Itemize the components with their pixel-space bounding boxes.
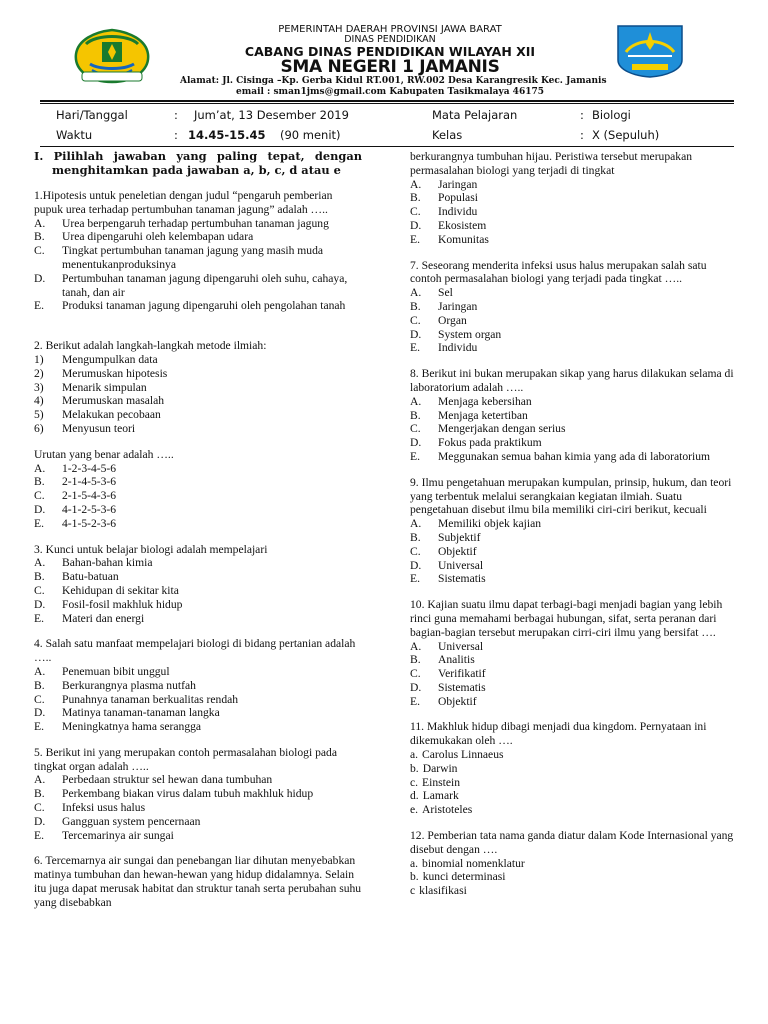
option-key: A. [34, 216, 46, 230]
right-column [410, 150, 736, 898]
answer-option[interactable] [410, 300, 736, 314]
answer-option[interactable] [34, 230, 362, 244]
answer-option[interactable] [34, 353, 362, 367]
answer-option[interactable] [410, 776, 736, 790]
option-key: C. [34, 244, 45, 258]
tasikmalaya-regency-logo [614, 22, 686, 78]
answer-option[interactable] [34, 299, 362, 313]
option-key: E. [34, 611, 44, 625]
answer-option[interactable] [410, 667, 736, 681]
answer-option[interactable] [34, 570, 362, 584]
option-key: A. [410, 394, 422, 408]
time-duration: (90 menit) [280, 128, 341, 142]
option-key: D. [410, 327, 422, 341]
option-key: A. [410, 286, 422, 300]
answer-option[interactable] [410, 884, 736, 898]
option-key: A. [410, 517, 422, 531]
option-text: Menjaga ketertiban [438, 408, 528, 422]
option-key: E. [34, 516, 44, 530]
option-key: D. [34, 597, 46, 611]
answer-option[interactable] [34, 517, 362, 531]
option-key: D. [34, 271, 46, 285]
option-key: 2) [34, 366, 44, 380]
answer-option[interactable] [34, 787, 362, 801]
option-key: B. [34, 787, 45, 801]
answer-option[interactable] [34, 489, 362, 503]
option-key: C. [410, 544, 421, 558]
option-key: D. [410, 680, 422, 694]
option-key: A. [34, 664, 46, 678]
answer-option[interactable] [34, 706, 362, 720]
answer-option[interactable] [410, 653, 736, 667]
option-key: E. [410, 694, 420, 708]
answer-option[interactable] [410, 205, 736, 219]
option-text: Bahan-bahan kimia [62, 556, 153, 570]
answer-option[interactable] [34, 598, 362, 612]
option-key: D. [410, 558, 422, 572]
option-text: Sel [438, 286, 453, 300]
answer-option[interactable] [410, 314, 736, 328]
question-6-continuation: berkurangnya tumbuhan hijau. Peristiwa tersebut merupakan permasalahan biologi yang terjadi di tingkat [410, 150, 693, 177]
question-stem: 9. Ilmu pengetahuan merupakan kumpulan, prinsip, hukum, dan teori yang terbentuk melalui serangkaian kegiatan ilmiah. Suatu pengetahuan disebut ilmu bila memiliki ciri-ciri berikut, kecuali [410, 475, 732, 517]
option-key: a. [410, 856, 419, 870]
option-text: Individu [438, 341, 478, 355]
option-key: E. [410, 449, 420, 463]
option-key: c [410, 884, 416, 898]
answer-option[interactable] [34, 801, 362, 815]
answer-option[interactable] [410, 436, 736, 450]
answer-option[interactable] [410, 762, 736, 776]
question-block [410, 598, 736, 708]
option-key: c. [410, 775, 419, 789]
question-stem: 4. Salah satu manfaat mempelajari biologi di bidang pertanian adalah ….. [34, 637, 356, 665]
subject-separator: : [580, 108, 584, 122]
answer-option[interactable] [34, 422, 362, 436]
answer-option[interactable] [410, 409, 736, 423]
answer-option[interactable] [410, 545, 736, 559]
question-stem: 10. Kajian suatu ilmu dapat terbagi-bagi menjadi bagian yang lebih rinci guna memahami berbagai hubungan, sifat, serta peranan dari bagian-bagian tersebut merupakan cirri-ciri ilmu yang bersifat …. [410, 598, 723, 639]
option-key: B. [410, 408, 421, 422]
answer-option[interactable] [410, 640, 736, 654]
question-block [34, 854, 362, 909]
answer-option[interactable] [34, 693, 362, 707]
answer-option[interactable] [410, 857, 736, 871]
option-key: E. [34, 299, 44, 313]
question-block [34, 543, 362, 626]
option-key: C. [410, 667, 421, 681]
answer-option[interactable] [410, 219, 736, 233]
answer-option[interactable] [34, 503, 362, 517]
option-key: d. [410, 789, 419, 803]
answer-option[interactable] [410, 191, 736, 205]
option-text: Menyusun teori [62, 421, 136, 435]
option-text: Subjektif [438, 530, 481, 544]
option-text: Perbedaan struktur sel hewan dana tumbuhan [62, 773, 273, 787]
option-text: Sistematis [438, 572, 486, 586]
option-text: Urea berpengaruh terhadap pertumbuhan tanaman jagung [62, 216, 329, 230]
option-text: Mengumpulkan data [62, 352, 158, 366]
option-key: 6) [34, 421, 44, 435]
option-key: B. [34, 475, 45, 489]
option-key: C. [34, 692, 45, 706]
question-stem: 5. Berikut ini yang merupakan contoh permasalahan biologi pada tingkat organ adalah ….. [34, 745, 337, 773]
letterhead [0, 0, 768, 104]
subject-value: Biologi [592, 108, 631, 122]
left-column [34, 150, 362, 910]
option-key: C. [34, 801, 45, 815]
answer-option[interactable] [410, 286, 736, 300]
answer-option[interactable] [410, 341, 736, 355]
option-text: Batu-batuan [62, 570, 119, 584]
option-text: Verifikatif [438, 667, 486, 681]
option-key: D. [34, 502, 46, 516]
time-separator: : [174, 128, 178, 142]
option-text: Melakukan pecobaan [62, 408, 161, 422]
question-block [410, 178, 736, 247]
option-text: 2-1-5-4-3-6 [62, 489, 117, 503]
option-text: Ekosistem [438, 218, 487, 232]
instruction-line-2: menghitamkan pada jawaban a, b, c, d atau e [52, 162, 341, 177]
answer-option[interactable] [34, 829, 362, 843]
option-text: kunci determinasi [422, 870, 506, 884]
option-text: Mengerjakan dengan serius [438, 422, 566, 436]
option-key: E. [410, 232, 420, 246]
day-value: Jum’at, 13 Desember 2019 [194, 108, 349, 122]
answer-option[interactable] [34, 584, 362, 598]
option-key: B. [34, 570, 45, 584]
answer-option[interactable] [410, 450, 736, 464]
class-value: X (Sepuluh) [592, 128, 660, 142]
question-stem: 12. Pemberian tata nama ganda diatur dalam Kode Internasional yang disebut dengan …. [410, 829, 734, 856]
section-instruction [34, 150, 362, 177]
option-text: Produksi tanaman jagung dipengaruhi oleh pengolahan tanah [62, 299, 346, 313]
branch-office-line: CABANG DINAS PENDIDIKAN WILAYAH XII [244, 44, 536, 59]
answer-option[interactable] [34, 815, 362, 829]
option-text: Matinya tanaman-tanaman langka [62, 706, 220, 720]
option-text: Urea dipengaruhi oleh kelembapan udara [62, 230, 254, 244]
question-block [410, 259, 736, 356]
option-key: B. [410, 653, 421, 667]
answer-option[interactable] [410, 395, 736, 409]
answer-option[interactable] [34, 381, 362, 395]
option-key: C. [410, 205, 421, 219]
answer-option[interactable] [410, 328, 736, 342]
option-text: Objektif [438, 694, 477, 708]
day-separator: : [174, 108, 178, 122]
question-stem: 11. Makhluk hidup dibagi menjadi dua kingdom. Pernyataan ini dikemukakan oleh …. [410, 720, 707, 748]
answer-option[interactable] [34, 556, 362, 570]
option-text: Perkembang biakan virus dalam tubuh makhluk hidup [62, 787, 314, 801]
option-key: C. [34, 489, 45, 503]
option-text: Jaringan [438, 299, 478, 313]
option-key: D. [410, 218, 422, 232]
option-key: 3) [34, 380, 44, 394]
answer-option[interactable] [34, 462, 362, 476]
option-key: A. [410, 639, 422, 653]
option-key: C. [410, 422, 421, 436]
answer-option[interactable] [34, 475, 362, 489]
option-text: Analitis [438, 653, 475, 667]
question-block [34, 746, 362, 843]
option-text: Objektif [438, 544, 477, 558]
option-key: A. [34, 773, 46, 787]
school-address: Alamat: Jl. Cisinga –Kp. Gerba Kidul RT.001, RW.002 Desa Karangresik Kec. Jamanis [180, 76, 607, 86]
option-key: e. [410, 803, 419, 817]
option-key: A. [34, 556, 46, 570]
option-text: Tingkat pertumbuhan tanaman jagung yang masih muda menentukanproduksinya [62, 244, 324, 271]
question-block [410, 367, 736, 464]
header-divider-thin [40, 103, 734, 104]
option-text: Materi dan energi [62, 611, 145, 625]
option-text: Pertumbuhan tanaman jagung dipengaruhi oleh suhu, cahaya, tanah, dan air [62, 271, 348, 299]
instruction-line-1: I. Pilihlah jawaban yang paling tepat, dengan [34, 149, 362, 163]
question-block [34, 339, 362, 530]
option-text: Darwin [422, 761, 458, 775]
option-text: Jaringan [438, 177, 478, 191]
option-key: E. [34, 828, 44, 842]
answer-option[interactable] [410, 870, 736, 884]
option-text: binomial nomenklatur [422, 856, 525, 870]
option-text: Aristoteles [422, 803, 473, 817]
answer-option[interactable] [410, 233, 736, 247]
option-text: Merumuskan masalah [62, 394, 165, 408]
option-text: Einstein [422, 775, 461, 789]
option-text: Carolus Linnaeus [422, 748, 504, 762]
answer-option[interactable] [410, 517, 736, 531]
day-label: Hari/Tanggal [56, 108, 128, 122]
option-key: C. [410, 313, 421, 327]
option-key: B. [410, 530, 421, 544]
time-label: Waktu [56, 128, 93, 142]
question-block [410, 829, 736, 898]
option-key: C. [34, 583, 45, 597]
option-key: E. [410, 572, 420, 586]
option-key: D. [34, 706, 46, 720]
option-key: 4) [34, 394, 44, 408]
option-text: Komunitas [438, 232, 489, 246]
answer-option[interactable] [34, 665, 362, 679]
option-text: Punahnya tanaman berkualitas rendah [62, 692, 239, 706]
answer-option[interactable] [410, 748, 736, 762]
option-key: B. [410, 299, 421, 313]
option-text: Fosil-fosil makhluk hidup [62, 597, 183, 611]
option-text: Meningkatnya hama serangga [62, 720, 202, 734]
option-text: Kehidupan di sekitar kita [62, 583, 179, 597]
subject-label: Mata Pelajaran [432, 108, 518, 122]
government-line: PEMERINTAH DAERAH PROVINSI JAWA BARAT [278, 24, 502, 35]
option-text: Sistematis [438, 680, 486, 694]
answer-option[interactable] [410, 178, 736, 192]
answer-option[interactable] [410, 422, 736, 436]
answer-option[interactable] [410, 531, 736, 545]
option-key: E. [34, 720, 44, 734]
answer-option[interactable] [410, 572, 736, 586]
question-followup: Urutan yang benar adalah ….. [34, 447, 174, 461]
option-key: B. [410, 191, 421, 205]
option-text: Universal [438, 639, 484, 653]
class-separator: : [580, 128, 584, 142]
exam-info [40, 106, 734, 146]
time-value: 14.45-15.45 [188, 128, 266, 142]
question-stem: 8. Berikut ini bukan merupakan sikap yang harus dilakukan selama di laboratorium adalah ….. [410, 367, 734, 394]
answer-option[interactable] [410, 803, 736, 817]
option-text: Tercemarinya air sungai [62, 828, 174, 842]
option-key: 5) [34, 408, 44, 422]
answer-option[interactable] [410, 681, 736, 695]
answer-option[interactable] [34, 408, 362, 422]
option-text: 4-1-2-5-3-6 [62, 502, 117, 516]
option-key: B. [34, 678, 45, 692]
answer-option[interactable] [34, 244, 362, 272]
question-block [34, 189, 362, 313]
option-key: A. [34, 461, 46, 475]
class-label: Kelas [432, 128, 463, 142]
question-stem: 1.Hipotesis untuk peneletian dengan judul “pengaruh pemberian pupuk urea terhadap pertumbuhan tanaman jagung” adalah ….. [34, 189, 333, 216]
answer-option[interactable] [34, 679, 362, 693]
option-text: Populasi [438, 191, 478, 205]
answer-option[interactable] [34, 612, 362, 626]
option-text: Lamark [422, 789, 459, 803]
school-contact: email : sman1jms@gmail.com Kabupaten Tasikmalaya 46175 [235, 87, 544, 97]
answer-option[interactable] [410, 559, 736, 573]
option-text: Penemuan bibit unggul [62, 664, 170, 678]
answer-option[interactable] [34, 773, 362, 787]
question-stem: 6. Tercemarnya air sungai dan penebangan liar dihutan menyebabkan matinya tumbuhan dan hewan-hewan yang hidup didalamnya. Selain itu juga dapat merusak habitat dan struktur tanah serta perubahan suhu yang disebabkan [34, 854, 362, 909]
answer-option[interactable] [34, 720, 362, 734]
header-divider [40, 100, 734, 102]
question-stem: 3. Kunci untuk belajar biologi adalah mempelajari [34, 542, 268, 556]
option-text: Meggunakan semua bahan kimia yang ada di laboratorium [438, 449, 711, 463]
answer-option[interactable] [34, 394, 362, 408]
option-text: Berkurangnya plasma nutfah [62, 678, 196, 692]
option-key: a. [410, 748, 419, 762]
option-text: Fokus pada praktikum [438, 436, 542, 450]
option-key: b. [410, 761, 419, 775]
option-key: 1) [34, 352, 44, 366]
option-text: Organ [438, 313, 467, 327]
info-divider [40, 146, 734, 147]
option-key: E. [410, 341, 420, 355]
option-text: Individu [438, 205, 478, 219]
question-stem: 2. Berikut adalah langkah-langkah metode ilmiah: [34, 339, 267, 353]
question-stem: 7. Seseorang menderita infeksi usus halus merupakan salah satu contoh permasalahan biologi yang terjadi pada tingkat ….. [410, 258, 707, 286]
west-java-emblem-logo [72, 28, 152, 84]
question-block [410, 720, 736, 817]
option-text: 1-2-3-4-5-6 [62, 461, 117, 475]
answer-option[interactable] [410, 695, 736, 709]
option-text: Memiliki objek kajian [438, 517, 542, 531]
option-text: 2-1-4-5-3-6 [62, 475, 117, 489]
option-key: D. [34, 814, 46, 828]
option-text: Merumuskan hipotesis [62, 366, 168, 380]
option-text: 4-1-5-2-3-6 [62, 516, 117, 530]
answer-option[interactable] [34, 217, 362, 231]
option-text: Gangguan system pencernaan [62, 814, 201, 828]
school-name: SMA NEGERI 1 JAMANIS [280, 57, 500, 77]
option-text: System organ [438, 327, 502, 341]
department-line: DINAS PENDIDIKAN [344, 34, 436, 45]
option-key: D. [410, 436, 422, 450]
option-text: klasifikasi [419, 884, 467, 898]
option-text: Menjaga kebersihan [438, 394, 532, 408]
option-key: B. [34, 230, 45, 244]
answer-option[interactable] [34, 367, 362, 381]
answer-option[interactable] [34, 272, 362, 300]
option-text: Infeksi usus halus [62, 801, 146, 815]
option-text: Menarik simpulan [62, 380, 147, 394]
option-key: b. [410, 870, 419, 884]
answer-option[interactable] [410, 789, 736, 803]
question-block [34, 637, 362, 734]
option-key: A. [410, 177, 422, 191]
question-block [410, 476, 736, 586]
option-text: Universal [438, 558, 484, 572]
